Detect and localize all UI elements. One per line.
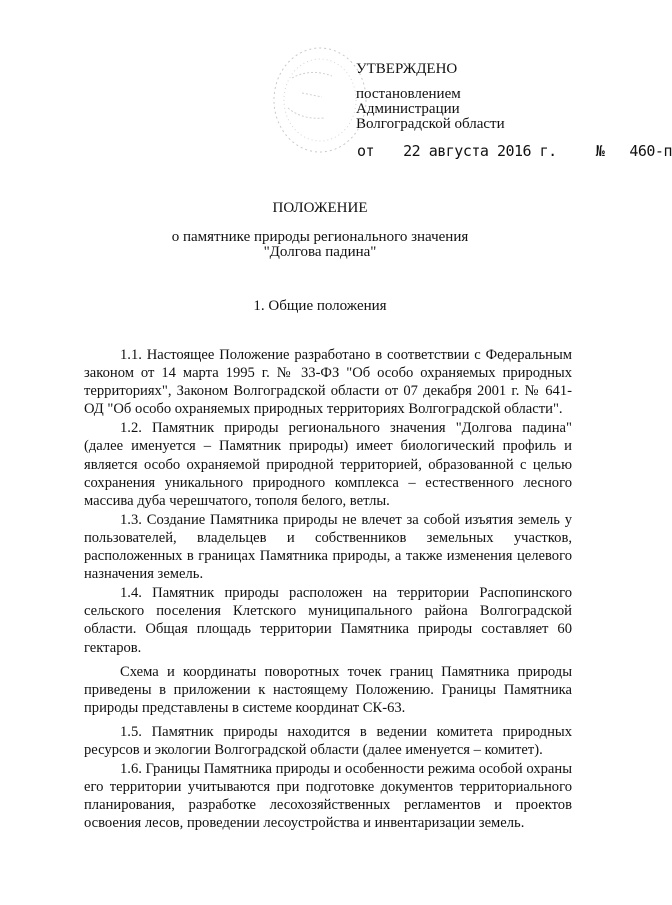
approval-line: Волгоградской области xyxy=(356,116,505,132)
section-title: 1. Общие положения xyxy=(253,298,387,314)
from-label: от xyxy=(357,142,375,160)
subtitle-line: о памятнике природы регионального значения xyxy=(171,229,469,245)
approval-number: 460-п xyxy=(629,142,672,160)
approval-line: постановлением xyxy=(356,86,461,102)
paragraph: 1.1. Настоящее Положение разработано в соответствии с Федеральным законом от 14 марта 1995 г. № 33-ФЗ "Об особо охраняемых природных территориях", Законом Волгоградской области от 07 декабря 2001 г. № 641-ОД "Об особо охраняемых природных территориях Волгоградской области". xyxy=(84,347,572,418)
approval-date-number xyxy=(357,142,672,160)
document-title: ПОЛОЖЕНИЕ xyxy=(272,200,368,216)
approval-line: Администрации xyxy=(356,101,460,117)
paragraph: 1.2. Памятник природы регионального значения "Долгова падина" (далее именуется – Памятник природы) имеет биологический профиль и является особо охраняемой природной территорией, образованной с целью сохранения уникального природного комплекса – естественного лесного массива дуба черешчатого, тополя белого, ветлы. xyxy=(84,420,572,509)
document-body xyxy=(84,346,572,832)
document-subtitle xyxy=(0,230,640,260)
paragraph: 1.3. Создание Памятника природы не влечет за собой изъятия земель у пользователей, владельцев и собственников земельных участков, расположенных в границах Памятника природы, а также изменения целевого назначения земель. xyxy=(84,511,572,583)
paragraph: 1.5. Памятник природы находится в ведении комитета природных ресурсов и экологии Волгоградской области (далее именуется – комитет). xyxy=(84,723,572,758)
approval-title: УТВЕРЖДЕНО xyxy=(356,61,458,77)
approval-block xyxy=(356,62,505,132)
paragraph: 1.4. Памятник природы расположен на территории Распопинского сельского поселения Клетского муниципального района Волгоградской области. Общая площадь территории Памятника природы составляет 60 гектаров. xyxy=(84,585,572,656)
approval-date: 22 августа 2016 г. xyxy=(403,142,557,160)
subtitle-line: "Долгова падина" xyxy=(263,244,377,260)
number-label: № xyxy=(595,142,605,160)
paragraph: 1.6. Границы Памятника природы и особенности режима особой охраны его территории учитываются при подготовке документов территориального планирования, разработке лесохозяйственных регламентов и проектов освоения лесов, проведении лесоустройства и инвентаризации земель. xyxy=(84,761,572,832)
paragraph: Схема и координаты поворотных точек границ Памятника природы приведены в приложении к настоящему Положению. Границы Памятника природы представлены в системе координат СК-63. xyxy=(84,663,572,716)
